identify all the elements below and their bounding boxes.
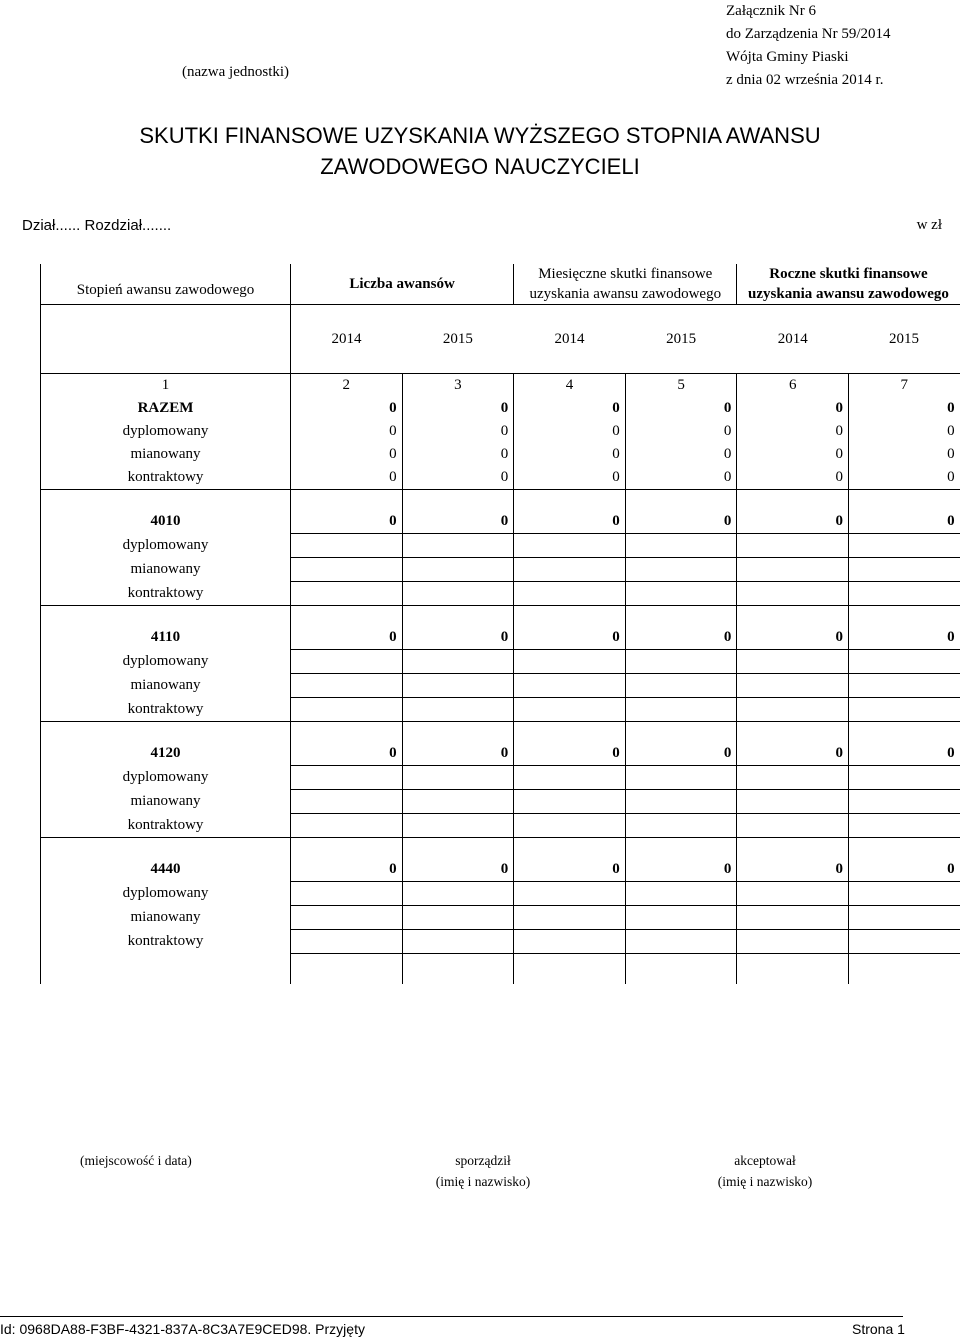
empty-cell: [625, 882, 737, 906]
column-number-cell: 4: [514, 374, 626, 398]
value-cell: 0: [291, 742, 403, 766]
value-cell: 0: [514, 858, 626, 882]
spacer-cell: [402, 490, 514, 511]
value-cell: 0: [514, 420, 626, 443]
empty-cell: [514, 582, 626, 606]
signature-prepared: [418, 1150, 548, 1192]
annex-line-2: do Zarządzenia Nr 59/2014: [726, 26, 891, 42]
value-cell: 0: [402, 397, 514, 420]
year-cell: 2014: [737, 305, 849, 374]
category-row: [41, 766, 960, 790]
accepted-label: akceptował: [734, 1153, 796, 1168]
annex-line-4: z dnia 02 września 2014 r.: [726, 72, 884, 88]
value-cell: 0: [402, 742, 514, 766]
category-row: [41, 882, 960, 906]
value-cell: 0: [625, 443, 737, 466]
value-cell: 0: [625, 510, 737, 534]
annex-note: [726, 0, 891, 92]
spacer-cell: [291, 606, 403, 627]
empty-cell: [737, 906, 849, 930]
prepared-label: sporządził: [455, 1153, 511, 1168]
spacer-cell: [737, 490, 849, 511]
value-cell: 0: [514, 510, 626, 534]
spacer-cell: [848, 490, 960, 511]
section-row: [41, 626, 960, 650]
empty-cell: [402, 882, 514, 906]
category-row: [41, 650, 960, 674]
spacer-cell: [625, 954, 737, 985]
spacer-row: [41, 606, 960, 627]
value-cell: 0: [402, 420, 514, 443]
category-label: dyplomowany: [41, 650, 291, 674]
empty-cell: [291, 650, 403, 674]
empty-cell: [402, 582, 514, 606]
value-cell: 0: [402, 466, 514, 490]
value-cell: 0: [402, 510, 514, 534]
category-row: [41, 558, 960, 582]
category-row: [41, 534, 960, 558]
empty-cell: [514, 766, 626, 790]
spacer-cell: [41, 722, 291, 743]
year-cell: 2014: [291, 305, 403, 374]
empty-cell: [291, 582, 403, 606]
value-cell: 0: [737, 397, 849, 420]
value-cell: 0: [625, 742, 737, 766]
value-cell: 0: [291, 397, 403, 420]
spacer-cell: [848, 954, 960, 985]
empty-cell: [402, 674, 514, 698]
empty-cell: [402, 650, 514, 674]
section-row: [41, 858, 960, 882]
empty-cell: [848, 930, 960, 954]
empty-cell: [625, 650, 737, 674]
header-row: [41, 264, 960, 305]
spacer-cell: [514, 722, 626, 743]
empty-cell: [514, 674, 626, 698]
spacer-cell: [514, 490, 626, 511]
empty-cell: [402, 930, 514, 954]
years-row: [41, 305, 960, 374]
spacer-row: [41, 954, 960, 985]
category-label: mianowany: [41, 790, 291, 814]
spacer-cell: [737, 954, 849, 985]
document-title: [0, 120, 960, 182]
empty-cell: [291, 766, 403, 790]
empty-cell: [848, 674, 960, 698]
year-cell: 2015: [848, 305, 960, 374]
empty-cell: [402, 790, 514, 814]
spacer-cell: [848, 838, 960, 859]
category-label: dyplomowany: [41, 534, 291, 558]
category-label: mianowany: [41, 906, 291, 930]
empty-cell: [291, 814, 403, 838]
value-cell: 0: [291, 858, 403, 882]
razem-row: [41, 397, 960, 420]
spacer-cell: [41, 954, 291, 985]
value-cell: 0: [291, 443, 403, 466]
spacer-cell: [625, 606, 737, 627]
category-label: kontraktowy: [41, 582, 291, 606]
footer-page-number: Strona 1: [852, 1321, 905, 1337]
category-row: [41, 466, 960, 490]
section-row: [41, 742, 960, 766]
value-cell: 0: [514, 397, 626, 420]
empty-cell: [291, 790, 403, 814]
section-label: 4120: [41, 742, 291, 766]
column-number-cell: 5: [625, 374, 737, 398]
unit-name: (nazwa jednostki): [182, 64, 290, 80]
value-cell: 0: [848, 858, 960, 882]
spacer-cell: [402, 722, 514, 743]
empty-cell: [402, 814, 514, 838]
category-row: [41, 582, 960, 606]
value-cell: 0: [737, 742, 849, 766]
empty-cell: [291, 558, 403, 582]
signature-place-date: [80, 1150, 200, 1171]
value-cell: 0: [625, 858, 737, 882]
category-label: kontraktowy: [41, 814, 291, 838]
empty-cell: [402, 534, 514, 558]
category-label: kontraktowy: [41, 698, 291, 722]
spacer-cell: [737, 838, 849, 859]
empty-cell: [848, 558, 960, 582]
empty-cell: [848, 790, 960, 814]
column-number-cell: 3: [402, 374, 514, 398]
empty-cell: [291, 534, 403, 558]
empty-cell: [625, 906, 737, 930]
empty-cell: [625, 582, 737, 606]
empty-cell: [514, 882, 626, 906]
financial-table: [40, 264, 960, 984]
empty-cell: [625, 674, 737, 698]
category-row: [41, 930, 960, 954]
value-cell: 0: [291, 466, 403, 490]
value-cell: 0: [514, 742, 626, 766]
empty-cell: [848, 906, 960, 930]
category-label: kontraktowy: [41, 930, 291, 954]
value-cell: 0: [737, 626, 849, 650]
signature-accepted: [700, 1150, 830, 1192]
spacer-cell: [737, 606, 849, 627]
spacer-cell: [41, 490, 291, 511]
empty-cell: [737, 650, 849, 674]
empty-cell: [737, 882, 849, 906]
empty-cell: [291, 698, 403, 722]
empty-cell: [291, 930, 403, 954]
title-line-1: SKUTKI FINANSOWE UZYSKANIA WYŻSZEGO STOPNIA AWANSU: [139, 123, 821, 148]
dzial-rozdzial: Dział...... Rozdział.......: [22, 217, 172, 234]
spacer-cell: [848, 606, 960, 627]
empty-cell: [514, 930, 626, 954]
value-cell: 0: [848, 420, 960, 443]
value-cell: 0: [291, 420, 403, 443]
header-stopien: Stopień awansu zawodowego: [41, 264, 291, 305]
footer-divider: [0, 1316, 903, 1317]
empty-cell: [848, 882, 960, 906]
empty-cell: [737, 930, 849, 954]
spacer-cell: [41, 606, 291, 627]
value-cell: 0: [402, 626, 514, 650]
empty-cell: [848, 814, 960, 838]
value-cell: 0: [291, 626, 403, 650]
value-cell: 0: [848, 397, 960, 420]
footer-document-id: Id: 0968DA88-F3BF-4321-837A-8C3A7E9CED98. Przyjęty: [0, 1321, 365, 1337]
empty-cell: [737, 582, 849, 606]
value-cell: 0: [625, 466, 737, 490]
spacer-cell: [402, 838, 514, 859]
spacer-cell: [41, 838, 291, 859]
empty-cell: [514, 790, 626, 814]
accepted-name-label: (imię i nazwisko): [717, 1174, 813, 1189]
value-cell: 0: [737, 466, 849, 490]
value-cell: 0: [402, 443, 514, 466]
year-cell: 2014: [514, 305, 626, 374]
value-cell: 0: [514, 466, 626, 490]
spacer-cell: [402, 606, 514, 627]
spacer-cell: [848, 722, 960, 743]
empty-cell: [625, 930, 737, 954]
value-cell: 0: [848, 443, 960, 466]
spacer-cell: [625, 838, 737, 859]
empty-cell: [737, 790, 849, 814]
value-cell: 0: [514, 443, 626, 466]
category-label: mianowany: [41, 674, 291, 698]
empty-cell: [514, 534, 626, 558]
empty-cell: [625, 534, 737, 558]
empty-cell: [514, 906, 626, 930]
column-number-cell: 6: [737, 374, 849, 398]
empty-cell: [514, 698, 626, 722]
spacer-row: [41, 838, 960, 859]
year-cell: 2015: [402, 305, 514, 374]
section-label: 4110: [41, 626, 291, 650]
category-row: [41, 420, 960, 443]
empty-cell: [737, 698, 849, 722]
value-cell: 0: [514, 626, 626, 650]
column-number-cell: 2: [291, 374, 403, 398]
section-label: 4440: [41, 858, 291, 882]
category-label: mianowany: [41, 443, 291, 466]
spacer-cell: [625, 722, 737, 743]
spacer-row: [41, 490, 960, 511]
empty-cell: [625, 558, 737, 582]
empty-cell: [737, 558, 849, 582]
category-row: [41, 698, 960, 722]
header-miesieczne: Miesięczne skutki finansowe uzyskania awansu zawodowego: [514, 264, 737, 305]
empty-cell: [848, 534, 960, 558]
value-cell: 0: [737, 858, 849, 882]
empty-cell: [848, 766, 960, 790]
annex-line-1: Załącznik Nr 6: [726, 3, 816, 19]
value-cell: 0: [848, 626, 960, 650]
empty-cell: [291, 674, 403, 698]
category-label: dyplomowany: [41, 882, 291, 906]
empty-cell: [848, 698, 960, 722]
empty-cell: [737, 814, 849, 838]
empty-cell: [848, 650, 960, 674]
section-label: 4010: [41, 510, 291, 534]
column-number-cell: 1: [41, 374, 291, 398]
category-label: dyplomowany: [41, 766, 291, 790]
category-label: dyplomowany: [41, 420, 291, 443]
value-cell: 0: [625, 420, 737, 443]
value-cell: 0: [848, 742, 960, 766]
category-row: [41, 790, 960, 814]
empty-cell: [737, 534, 849, 558]
category-row: [41, 674, 960, 698]
empty-cell: [514, 650, 626, 674]
years-empty-cell: [41, 305, 291, 374]
year-cell: 2015: [625, 305, 737, 374]
empty-cell: [514, 814, 626, 838]
category-row: [41, 814, 960, 838]
empty-cell: [402, 698, 514, 722]
value-cell: 0: [737, 510, 849, 534]
title-line-2: ZAWODOWEGO NAUCZYCIELI: [320, 154, 640, 179]
spacer-cell: [737, 722, 849, 743]
value-cell: 0: [737, 443, 849, 466]
currency-unit: w zł: [916, 217, 942, 233]
spacer-cell: [402, 954, 514, 985]
spacer-cell: [514, 606, 626, 627]
empty-cell: [402, 766, 514, 790]
value-cell: 0: [625, 397, 737, 420]
empty-cell: [625, 766, 737, 790]
category-row: [41, 906, 960, 930]
header-roczne: Roczne skutki finansowe uzyskania awansu zawodowego: [737, 264, 960, 305]
spacer-cell: [291, 954, 403, 985]
spacer-cell: [291, 490, 403, 511]
empty-cell: [514, 558, 626, 582]
empty-cell: [625, 698, 737, 722]
annex-line-3: Wójta Gminy Piaski: [726, 49, 849, 65]
value-cell: 0: [848, 510, 960, 534]
spacer-cell: [291, 722, 403, 743]
category-label: kontraktowy: [41, 466, 291, 490]
place-date-label: (miejscowość i data): [80, 1153, 192, 1168]
value-cell: 0: [402, 858, 514, 882]
value-cell: 0: [848, 466, 960, 490]
empty-cell: [402, 906, 514, 930]
spacer-cell: [625, 490, 737, 511]
empty-cell: [737, 766, 849, 790]
spacer-cell: [514, 838, 626, 859]
empty-cell: [291, 882, 403, 906]
empty-cell: [848, 582, 960, 606]
category-row: [41, 443, 960, 466]
spacer-cell: [514, 954, 626, 985]
empty-cell: [291, 906, 403, 930]
category-label: mianowany: [41, 558, 291, 582]
value-cell: 0: [625, 626, 737, 650]
header-liczba: Liczba awansów: [291, 264, 514, 305]
empty-cell: [402, 558, 514, 582]
value-cell: 0: [737, 420, 849, 443]
value-cell: 0: [291, 510, 403, 534]
section-row: [41, 510, 960, 534]
column-number-cell: 7: [848, 374, 960, 398]
spacer-cell: [291, 838, 403, 859]
razem-label: RAZEM: [41, 397, 291, 420]
spacer-row: [41, 722, 960, 743]
prepared-name-label: (imię i nazwisko): [435, 1174, 531, 1189]
empty-cell: [625, 814, 737, 838]
column-numbers-row: [41, 374, 960, 398]
empty-cell: [625, 790, 737, 814]
empty-cell: [737, 674, 849, 698]
